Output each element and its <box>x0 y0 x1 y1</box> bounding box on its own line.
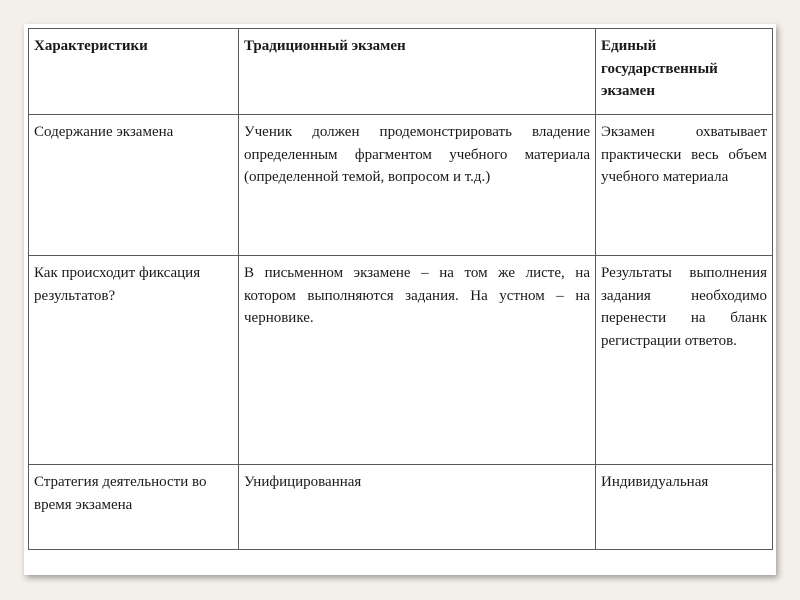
row-unified-cell: Результаты выполнения задания необходимо перенести на бланк регистрации ответов. <box>596 256 773 465</box>
comparison-table <box>28 28 773 550</box>
row-characteristic-cell: Как происходит фиксация результатов? <box>29 256 239 465</box>
row-characteristic-cell: Стратегия деятельности во время экзамена <box>29 465 239 550</box>
header-characteristics: Характеристики <box>29 29 239 115</box>
row-traditional-cell: В письменном экзамене – на том же листе, на котором выполняются задания. На устном – на черновике. <box>239 256 596 465</box>
header-unified-exam: Единый государственный экзамен <box>596 29 773 115</box>
row-unified-cell: Индивидуальная <box>596 465 773 550</box>
table-row <box>29 115 773 256</box>
row-unified-cell: Экзамен охватывает практически весь объем учебного материала <box>596 115 773 256</box>
row-characteristic-cell: Содержание экзамена <box>29 115 239 256</box>
slide-page <box>24 24 776 575</box>
row-traditional-cell: Унифицированная <box>239 465 596 550</box>
table-row <box>29 465 773 550</box>
table-header-row <box>29 29 773 115</box>
header-traditional-exam: Традиционный экзамен <box>239 29 596 115</box>
table-row <box>29 256 773 465</box>
row-traditional-cell: Ученик должен продемонстрировать владение определенным фрагментом учебного материала (определенной темой, вопросом и т.д.) <box>239 115 596 256</box>
